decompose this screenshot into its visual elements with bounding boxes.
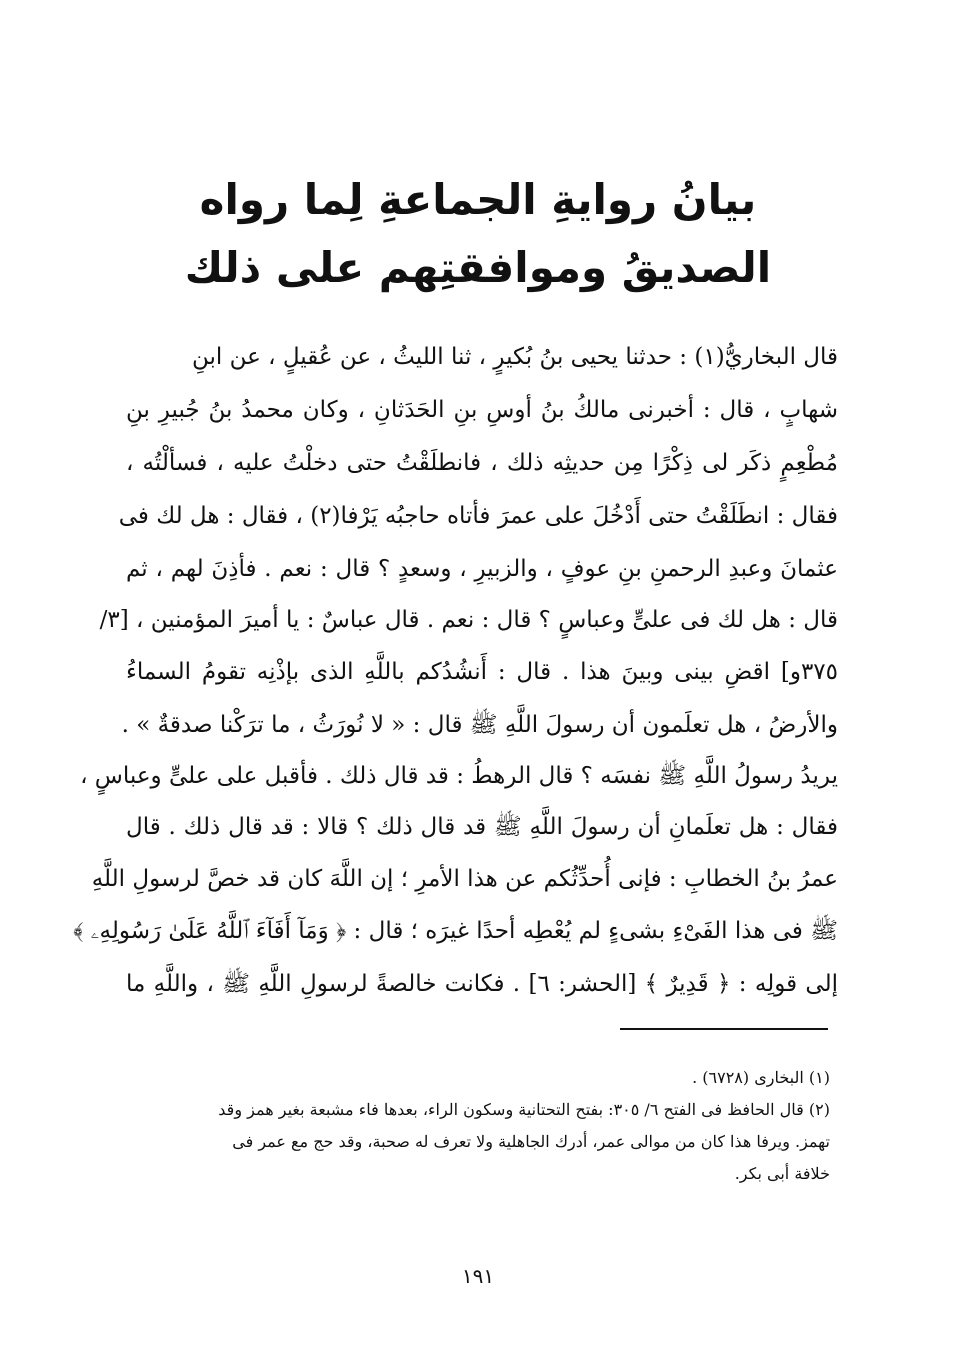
- footnote-2-line-2: تهمز. ويرفا هذا كان من موالى عمر، أدرك الجاهلية ولا تعرف له صحبة، وقد حج مع عمر فى: [232, 1132, 830, 1151]
- footnote-1: (١) البخارى (٦٧٢٨) .: [692, 1068, 830, 1087]
- footnote-2-line-3: خلافة أبى بكر.: [734, 1164, 830, 1183]
- body-line: مُطْعِمٍ ذكَر لى ذِكْرًا مِن حديثِه ذلك ، فانطلَقْتُ حتى دخلْتُ عليه ، فسألْتُه ،: [126, 450, 838, 476]
- page-number: ١٩١: [461, 1264, 495, 1288]
- body-line: فقال : هل تعلَمانِ أن رسولَ اللَّهِ ﷺ قد قال ذلك ؟ قالا : قد قال ذلك . قال: [126, 814, 838, 840]
- body-line: قال : هل لك فى علىٍّ وعباسٍ ؟ قال : نعم . قال عباسٌ : يا أميرَ المؤمنين ، [٣/: [99, 607, 838, 633]
- chapter-title-line-2: الصديقُ وموافقتِهم على ذلك: [184, 243, 772, 292]
- footnote-2-line-1: (٢) قال الحافظ فى الفتح ٦/ ٣٠٥: بفتح التحتانية وسكون الراء، بعدها فاء مشبعة بغير همز وقد: [218, 1100, 830, 1119]
- body-line: والأرضُ ، هل تعلَمون أن رسولَ اللَّهِ ﷺ قال : « لا نُورَثُ ، ما ترَكْنا صدقةٌ » .: [121, 712, 838, 738]
- body-line: عمرُ بنُ الخطابِ : فإنى أُحدِّثُكم عن هذا الأمرِ ؛ إن اللَّهَ كان قد خصَّ لرسولِ اللَّهِ: [91, 866, 838, 892]
- body-line: شهابٍ ، قال : أخبرنى مالكُ بنُ أوسِ بنِ الحَدَثانِ ، وكان محمدُ بنُ جُبيرِ بنِ: [126, 397, 838, 423]
- body-line: فقال : انطَلَقْتُ حتى أَدْخُلَ على عمرَ فأتاه حاجبُه يَرْفا(٢) ، فقال : هل لك فى: [118, 503, 838, 529]
- body-line: ﷺ فى هذا الفَىْءِ بشىءٍ لم يُعْطِه أحدًا غيرَه ؛ قال : ﴿ وَمَآ أَفَآءَ ٱللَّهُ عَلَىٰ رَسُولِهِۦ ﴾: [73, 918, 838, 944]
- body-line: يريدُ رسولُ اللَّهِ ﷺ نفسَه ؟ قال الرهطُ : قد قال ذلك . فأقبل على علىٍّ وعباسٍ ،: [80, 763, 838, 789]
- body-line: عثمانَ وعبدِ الرحمنِ بنِ عوفٍ ، والزبيرِ ، وسعدٍ ؟ قال : نعم . فأذِنَ لهم ، ثم: [126, 556, 838, 582]
- chapter-title-line-1: بيانُ روايةِ الجماعةِ لِما رواه: [199, 175, 757, 224]
- body-line: إلى قولِه : ﴿ قَدِيرٌ ﴾ [الحشر: ٦] . فكانت خالصةً لرسولِ اللَّهِ ﷺ ، واللَّهِ ما: [126, 971, 838, 997]
- footnote-divider: [620, 1028, 828, 1030]
- body-line: قال البخاريُّ(١) : حدثنا يحيى بنُ بُكيرٍ ، ثنا الليثُ ، عن عُقيلٍ ، عن ابنِ: [191, 344, 838, 370]
- body-line: ٣٧٥و] اقضِ بينى وبينَ هذا . قال : أَنشُدُكم باللَّهِ الذى بإذْنِه تقومُ السماءُ: [126, 659, 838, 685]
